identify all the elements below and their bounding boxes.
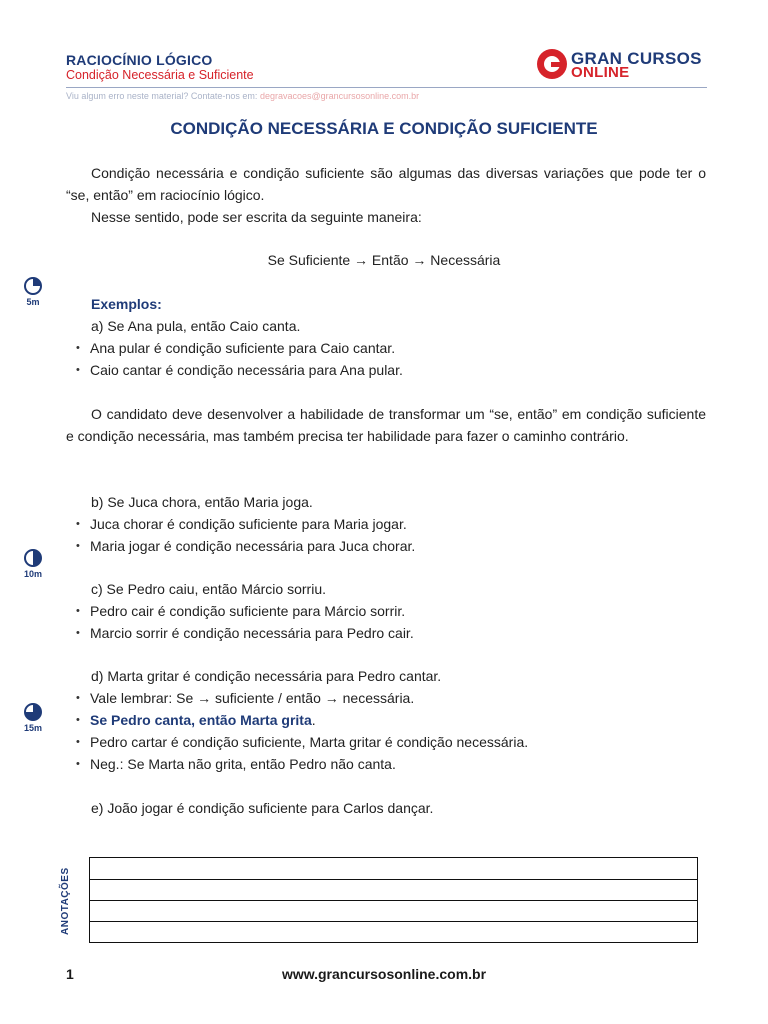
error-report-note — [66, 91, 419, 101]
annotations-label: ANOTAÇÕES — [60, 867, 71, 935]
subject-title: RACIOCÍNIO LÓGICO — [66, 52, 213, 68]
example-b-bullet: • Maria jogar é condição necessária para Juca chorar. — [90, 535, 415, 557]
error-report-email-link[interactable]: degravacoes@grancursosonline.com.br — [259, 91, 420, 101]
example-d-statement: d) Marta gritar é condição necessária para Pedro cantar. — [91, 668, 442, 684]
example-b-bullet: • Juca chorar é condição suficiente para Maria jogar. — [90, 513, 407, 535]
page-number: 1 — [66, 966, 74, 982]
topic-subtitle: Condição Necessária e Suficiente — [66, 68, 254, 82]
clock-icon — [24, 549, 42, 567]
example-c-statement: c) Se Pedro caiu, então Márcio sorriu. — [91, 581, 326, 597]
logo-line1: GRAN CURSOS — [571, 49, 702, 68]
formula: Se Suficiente → Então → Necessária — [267, 252, 501, 268]
footer-website[interactable]: www.grancursosonline.com.br — [281, 966, 487, 982]
header-divider — [66, 87, 707, 88]
timer-10m — [22, 549, 44, 579]
middle-paragraph: O candidato deve desenvolver a habilidade de transformar um “se, então” em condição suficiente e condição necessária, mas também precisa ter habilidade para fazer o caminho contrário. — [66, 406, 706, 444]
example-d-bullet: • Vale lembrar: Se → suficiente / então → necessária. — [90, 687, 414, 709]
timer-label: 5m — [26, 297, 40, 307]
example-b-statement: b) Se Juca chora, então Maria joga. — [91, 494, 313, 510]
annotations-box[interactable] — [89, 857, 698, 943]
example-d-bullet: • Neg.: Se Marta não grita, então Pedro não canta. — [90, 753, 396, 775]
highlight-text: Se Pedro canta, então Marta grita — [90, 712, 312, 728]
page-title: CONDIÇÃO NECESSÁRIA E CONDIÇÃO SUFICIENTE — [170, 119, 598, 138]
timer-15m — [22, 703, 44, 733]
examples-heading: Exemplos: — [91, 296, 162, 312]
intro-paragraph: Condição necessária e condição suficiente são algumas das diversas variações que pode ter o “se, então” em raciocínio lógico. — [66, 165, 706, 203]
logo-line2: ONLINE — [571, 64, 630, 81]
example-a-bullet: • Caio cantar é condição necessária para Ana pular. — [90, 359, 403, 381]
example-a-statement: a) Se Ana pula, então Caio canta. — [91, 318, 301, 334]
example-c-bullet: • Pedro cair é condição suficiente para Márcio sorrir. — [90, 600, 405, 622]
clock-icon — [24, 277, 42, 295]
timer-label: 15m — [23, 723, 42, 733]
timer-5m — [22, 277, 44, 307]
logo-g-icon — [537, 49, 567, 79]
clock-icon — [24, 703, 42, 721]
highlight-end: . — [311, 712, 316, 728]
example-e-statement: e) João jogar é condição suficiente para Carlos dançar. — [91, 800, 434, 816]
gran-cursos-logo — [537, 48, 709, 82]
intro-line: Nesse sentido, pode ser escrita da seguinte maneira: — [91, 209, 422, 225]
example-d-bullet: • Pedro cartar é condição suficiente, Marta gritar é condição necessária. — [90, 731, 528, 753]
error-report-text: Viu algum erro neste material? Contate-nos em: — [66, 91, 260, 101]
example-d-bullet-highlight — [90, 709, 316, 731]
example-c-bullet: • Marcio sorrir é condição necessária para Pedro cair. — [90, 622, 414, 644]
example-a-bullet: • Ana pular é condição suficiente para Caio cantar. — [90, 337, 395, 359]
timer-label: 10m — [23, 569, 42, 579]
